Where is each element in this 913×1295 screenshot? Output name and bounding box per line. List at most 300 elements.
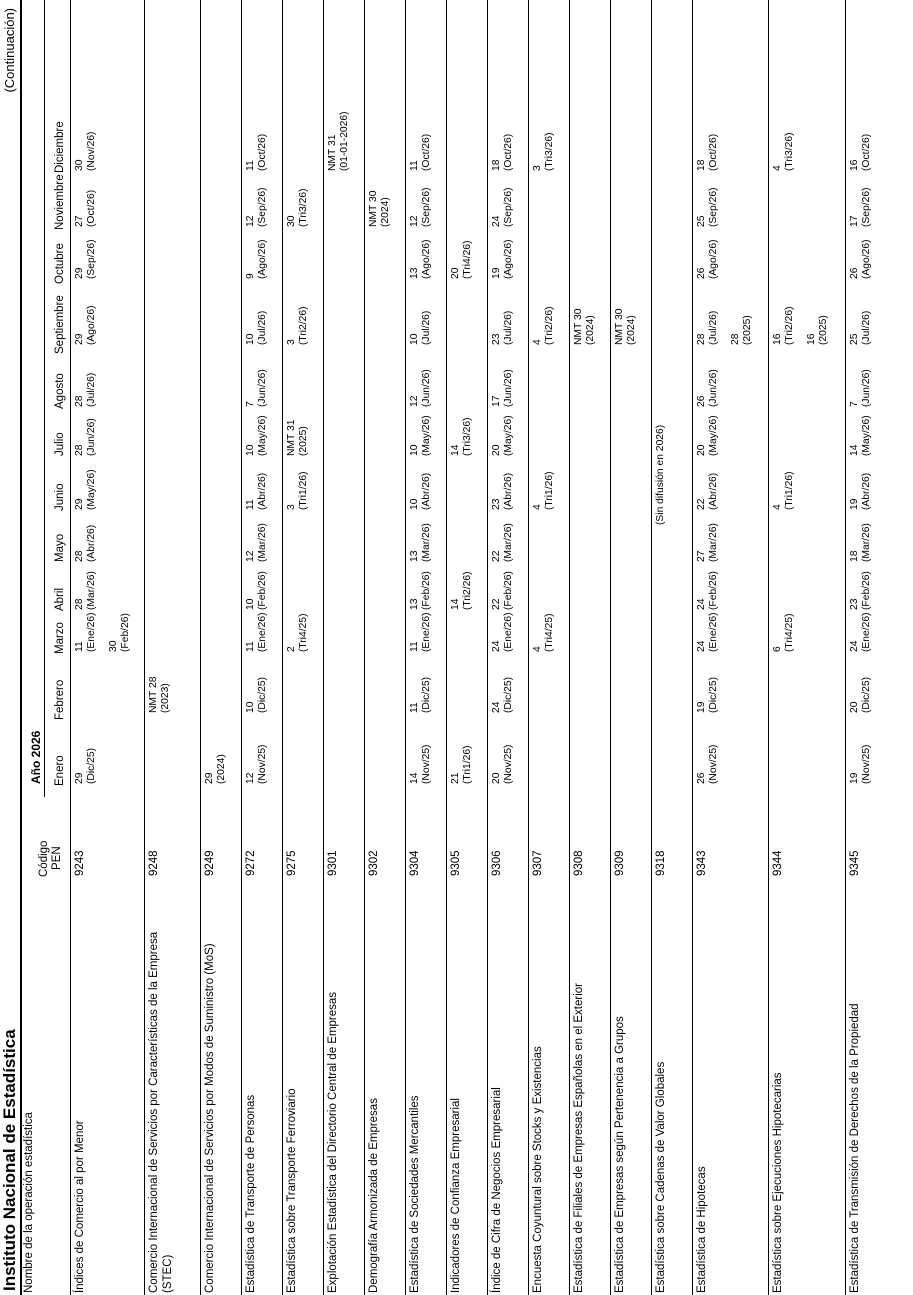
release-date: 4 xyxy=(532,339,543,345)
release-cell xyxy=(74,613,131,653)
operation-name: Índices de Comercio al por Menor xyxy=(74,1120,86,1293)
operation-code: 9343 xyxy=(696,850,708,876)
release-cell xyxy=(696,188,719,228)
release-cell xyxy=(409,523,432,562)
release-date: (Sep/26) xyxy=(860,187,872,227)
release-date: 10 xyxy=(409,444,420,456)
release-cell xyxy=(696,369,719,407)
release-cell xyxy=(286,306,309,345)
release-cell xyxy=(696,677,719,713)
release-date: (Jul/26) xyxy=(502,310,514,345)
release-date: (Tri4/25) xyxy=(543,613,555,652)
release-date: (Sep/26) xyxy=(420,187,432,227)
release-date: (Mar/26) xyxy=(860,523,872,562)
release-date: (Nov/25) xyxy=(420,744,432,784)
table-row xyxy=(769,0,846,1295)
release-date: 25 xyxy=(696,215,707,227)
release-cell xyxy=(286,613,309,652)
release-date: 19 xyxy=(849,498,860,510)
operation-name: Estadística sobre Cadenas de Valor Globales xyxy=(655,1061,667,1293)
release-date: (Dic/25) xyxy=(85,747,97,784)
operation-name: Encuesta Coyuntural sobre Stocks y Existencias xyxy=(532,1046,544,1293)
operation-code: 9275 xyxy=(286,850,298,876)
release-date: 12 xyxy=(245,772,256,784)
release-date: 19 xyxy=(696,701,707,713)
release-date: 7 xyxy=(245,401,256,407)
release-cell xyxy=(245,523,268,562)
release-date: (Dic/25) xyxy=(707,676,719,713)
release-date: (May/26) xyxy=(707,415,719,456)
operation-code: 9305 xyxy=(450,850,462,876)
release-date: (Jun/26) xyxy=(256,369,268,407)
release-date: 12 xyxy=(245,215,256,227)
organization-title: Instituto Nacional de Estadística xyxy=(0,1029,19,1291)
release-date: 29 xyxy=(204,772,215,784)
release-date: (May/26) xyxy=(256,415,268,456)
operation-code: 9308 xyxy=(573,850,585,876)
release-cell xyxy=(327,111,350,171)
release-cell xyxy=(849,677,872,713)
release-date: 11 xyxy=(245,641,256,652)
release-date: (2024) xyxy=(584,315,596,345)
release-cell xyxy=(245,240,268,280)
release-cell xyxy=(245,677,268,713)
release-date: 10 xyxy=(409,333,420,345)
release-cell xyxy=(696,473,719,510)
release-date: (Jul/26) xyxy=(420,310,432,345)
release-cell xyxy=(74,373,97,407)
release-cell xyxy=(696,613,719,653)
release-date: 20 xyxy=(491,772,502,784)
release-date: 30 xyxy=(108,640,119,652)
release-date: (2025) xyxy=(297,426,309,456)
release-date: 17 xyxy=(491,395,502,407)
release-cell xyxy=(409,745,432,784)
operation-code: 9249 xyxy=(204,850,216,876)
release-date: 14 xyxy=(450,444,461,456)
release-cell xyxy=(409,240,432,280)
release-date: 29 xyxy=(74,333,85,345)
release-date: 13 xyxy=(409,267,420,279)
month-header-0: Enero xyxy=(54,755,66,786)
release-date: (May/26) xyxy=(85,469,97,510)
table-row xyxy=(488,0,529,1295)
release-date: (Feb/26) xyxy=(119,613,131,652)
release-date: 10 xyxy=(245,333,256,345)
release-cell xyxy=(849,240,872,280)
release-date: 18 xyxy=(849,550,860,562)
release-date: 28 xyxy=(74,550,85,562)
release-cell xyxy=(849,523,872,562)
release-date: 18 xyxy=(491,159,502,171)
month-header-6: Julio xyxy=(54,432,66,456)
release-date: (Tri3/26) xyxy=(461,417,473,456)
release-cell xyxy=(409,677,432,713)
release-cell xyxy=(696,415,719,456)
operation-name: Estadística de Transmisión de Derechos de la Propiedad xyxy=(849,1003,861,1293)
release-date: NMT 30 xyxy=(614,308,625,345)
release-date: (Jul/26) xyxy=(707,310,719,345)
release-date: 11 xyxy=(409,160,420,171)
release-date: 30 xyxy=(74,159,85,171)
release-date: NMT 30 xyxy=(368,190,379,227)
release-cell xyxy=(74,132,97,171)
release-date: (Feb/26) xyxy=(256,571,268,610)
release-date: 23 xyxy=(849,598,860,610)
operation-name: Demografía Armonizada de Empresas xyxy=(368,1098,380,1293)
release-date: (Mar/26) xyxy=(420,523,432,562)
release-cell xyxy=(849,473,872,510)
release-cell xyxy=(245,311,268,345)
release-cell xyxy=(491,369,514,407)
release-cell xyxy=(245,745,268,784)
table-row xyxy=(201,0,242,1295)
release-date: 11 xyxy=(74,641,85,652)
release-date: (May/26) xyxy=(502,415,514,456)
release-date: (2024) xyxy=(379,197,391,227)
release-cell xyxy=(286,471,309,510)
release-date: 23 xyxy=(491,498,502,510)
release-cell xyxy=(245,188,268,228)
column-header-name: Nombre de la operación estadística xyxy=(23,1112,35,1293)
release-date: (Ago/26) xyxy=(707,239,719,279)
release-cell xyxy=(368,191,391,227)
release-date: (Tri2/26) xyxy=(461,571,473,610)
release-cell xyxy=(772,306,829,345)
release-date: (Abr/26) xyxy=(420,472,432,510)
release-date: 10 xyxy=(245,598,256,610)
release-date: (Tri1/26) xyxy=(783,471,795,510)
release-date: (Tri4/25) xyxy=(783,613,795,652)
release-cell xyxy=(450,571,473,610)
release-cell xyxy=(74,190,97,227)
release-date: 7 xyxy=(849,401,860,407)
release-date: 13 xyxy=(409,598,420,610)
release-date: (Mar/26) xyxy=(256,523,268,562)
release-date: 26 xyxy=(696,267,707,279)
release-cell xyxy=(491,613,514,653)
column-header-code-line2: PEN xyxy=(51,846,63,870)
operation-code: 9318 xyxy=(655,850,667,876)
release-cell xyxy=(532,613,555,652)
release-date: 11 xyxy=(245,160,256,171)
release-date: 14 xyxy=(450,598,461,610)
release-date: 22 xyxy=(696,498,707,510)
release-date: 26 xyxy=(696,772,707,784)
release-date: 27 xyxy=(74,215,85,227)
release-cell xyxy=(245,369,268,407)
release-date: (Sep/26) xyxy=(85,239,97,279)
release-cell xyxy=(409,473,432,510)
release-cell xyxy=(245,613,268,653)
release-date: (Oct/26) xyxy=(85,189,97,227)
release-date: 11 xyxy=(245,499,256,510)
operation-code: 9304 xyxy=(409,850,421,876)
release-date: (Ene/26) xyxy=(256,612,268,652)
release-cell xyxy=(204,754,227,784)
release-cell xyxy=(409,311,432,345)
release-date: 19 xyxy=(491,267,502,279)
release-date: (Tri2/26) xyxy=(783,306,795,345)
release-date: 24 xyxy=(491,215,502,227)
release-date: (Nov/25) xyxy=(860,744,872,784)
release-cell xyxy=(74,525,97,562)
release-cell xyxy=(74,240,97,280)
month-header-1: Febrero xyxy=(54,679,66,720)
release-cell xyxy=(849,415,872,456)
release-date: (Abr/26) xyxy=(85,524,97,562)
release-date: (Feb/26) xyxy=(707,571,719,610)
release-date: (Abr/26) xyxy=(502,472,514,510)
no-release-note: (Sin difusión en 2026) xyxy=(655,424,666,525)
release-date: 13 xyxy=(409,550,420,562)
release-date: 10 xyxy=(245,701,256,713)
release-date: (Nov/25) xyxy=(707,744,719,784)
release-date: 24 xyxy=(849,640,860,652)
table-row xyxy=(365,0,406,1295)
release-cell xyxy=(573,309,596,345)
release-date: (Tri3/26) xyxy=(783,132,795,171)
release-date: (Oct/26) xyxy=(256,133,268,171)
release-date: 22 xyxy=(491,598,502,610)
release-date: 12 xyxy=(245,550,256,562)
cell-gap xyxy=(795,306,806,345)
release-date: (Tri4/26) xyxy=(461,240,473,279)
month-header-3: Abril xyxy=(54,587,66,611)
release-date: (Tri3/26) xyxy=(543,132,555,171)
release-date: (Jul/26) xyxy=(256,310,268,345)
release-date: 24 xyxy=(491,701,502,713)
release-date: (Jun/26) xyxy=(420,369,432,407)
release-date: 28 xyxy=(730,333,741,345)
operation-name: Estadística de Transporte de Personas xyxy=(245,1094,257,1293)
table-row xyxy=(529,0,570,1295)
release-date: 28 xyxy=(696,333,707,345)
month-header-7: Agosto xyxy=(54,373,66,409)
release-date: 24 xyxy=(491,640,502,652)
release-date: 9 xyxy=(245,273,256,279)
release-date: 24 xyxy=(696,598,707,610)
release-date: (Ene/26) xyxy=(860,612,872,652)
release-date: (Oct/26) xyxy=(860,133,872,171)
release-date: (Abr/26) xyxy=(707,472,719,510)
release-cell xyxy=(849,369,872,407)
release-date: 30 xyxy=(286,215,297,227)
release-date: (Ene/26) xyxy=(85,612,97,652)
release-date: 20 xyxy=(450,267,461,279)
operation-name: Comercio Internacional de Servicios por Características de la Empresa (STEC) xyxy=(148,931,174,1293)
release-cell xyxy=(74,418,97,456)
release-cell xyxy=(849,571,872,610)
month-header-10: Noviembre xyxy=(54,174,66,230)
month-header-9: Octubre xyxy=(54,243,66,284)
operation-name: Estadística sobre Transporte Ferroviario xyxy=(286,1088,298,1293)
release-date: 16 xyxy=(772,333,783,345)
release-cell xyxy=(696,240,719,280)
release-date: 20 xyxy=(696,444,707,456)
release-date: 2 xyxy=(286,646,297,652)
release-cell xyxy=(772,471,795,510)
release-cell xyxy=(245,571,268,610)
cell-gap xyxy=(719,311,730,345)
release-date: (Tri2/26) xyxy=(297,306,309,345)
release-date: 14 xyxy=(409,772,420,784)
release-date: (Tri2/26) xyxy=(543,306,555,345)
table-row xyxy=(242,0,283,1295)
release-cell xyxy=(491,311,514,345)
table-row xyxy=(283,0,324,1295)
release-date: 16 xyxy=(849,159,860,171)
release-date: 3 xyxy=(286,339,297,345)
release-date: (Feb/26) xyxy=(502,571,514,610)
year-label: Año 2026 xyxy=(29,730,43,784)
table-row xyxy=(324,0,365,1295)
release-date: (Nov/25) xyxy=(256,744,268,784)
operation-code: 9344 xyxy=(772,850,784,876)
release-cell xyxy=(450,745,473,784)
release-cell xyxy=(491,745,514,784)
release-date: 26 xyxy=(696,395,707,407)
release-cell xyxy=(491,240,514,280)
month-header-2: Marzo xyxy=(54,622,66,654)
release-date: (Ago/26) xyxy=(502,239,514,279)
table-row xyxy=(846,0,913,1295)
release-date: (Tri3/26) xyxy=(297,188,309,227)
release-date: 29 xyxy=(74,498,85,510)
release-date: (Nov/25) xyxy=(502,744,514,784)
release-date: 22 xyxy=(491,550,502,562)
release-date: (Abr/26) xyxy=(860,472,872,510)
release-cell xyxy=(532,471,555,510)
release-date: (Tri4/25) xyxy=(297,613,309,652)
operation-code: 9302 xyxy=(368,850,380,876)
release-cell xyxy=(286,420,309,456)
release-date: (Tri1/26) xyxy=(543,471,555,510)
release-date: 4 xyxy=(772,165,783,171)
operation-name: Estadística de Sociedades Mercantiles xyxy=(409,1095,421,1293)
release-cell xyxy=(409,613,432,653)
release-date: 14 xyxy=(849,444,860,456)
release-date: 26 xyxy=(849,267,860,279)
release-date: 11 xyxy=(409,702,420,713)
release-cell xyxy=(491,523,514,562)
operation-code: 9243 xyxy=(74,850,86,876)
release-date: (Dic/25) xyxy=(860,676,872,713)
release-cell xyxy=(696,745,719,784)
release-cell xyxy=(532,306,555,345)
release-cell xyxy=(148,677,171,713)
release-date: (Sep/26) xyxy=(256,187,268,227)
operation-code: 9301 xyxy=(327,850,339,876)
table-row xyxy=(570,0,611,1295)
release-cell xyxy=(849,745,872,784)
release-cell xyxy=(849,613,872,653)
release-date: NMT 31 xyxy=(327,134,338,171)
operation-code: 9248 xyxy=(148,850,160,876)
release-date: (Dic/25) xyxy=(420,676,432,713)
release-date: 24 xyxy=(696,640,707,652)
release-cell xyxy=(849,188,872,228)
operation-code: 9306 xyxy=(491,850,503,876)
release-date: (2023) xyxy=(159,683,171,713)
release-date: 4 xyxy=(772,504,783,510)
release-date: (Ago/26) xyxy=(860,239,872,279)
release-date: 20 xyxy=(491,444,502,456)
operation-name: Explotación Estadística del Directorio Central de Empresas xyxy=(327,991,339,1293)
operation-name: Estadística de Hipotecas xyxy=(696,1166,708,1293)
release-date: 11 xyxy=(409,641,420,652)
release-date: 16 xyxy=(806,333,817,345)
release-date: 23 xyxy=(491,333,502,345)
release-date: (Jun/26) xyxy=(860,369,872,407)
release-cell xyxy=(409,415,432,456)
year-rule xyxy=(44,0,45,797)
release-cell xyxy=(849,311,872,345)
release-cell xyxy=(491,571,514,610)
release-date: 25 xyxy=(849,333,860,345)
operation-name: Indicadores de Confianza Empresarial xyxy=(450,1098,462,1293)
release-cell xyxy=(409,134,432,171)
release-date: (Ago/26) xyxy=(256,239,268,279)
release-cell xyxy=(74,306,97,346)
release-date: 29 xyxy=(74,772,85,784)
release-date: (Abr/26) xyxy=(256,472,268,510)
operation-name: Comercio Internacional de Servicios por Modos de Suministro (MoS) xyxy=(204,943,216,1293)
release-cell xyxy=(696,571,719,610)
release-date: 27 xyxy=(696,550,707,562)
release-date: (Mar/26) xyxy=(502,523,514,562)
release-date: (Sep/26) xyxy=(707,187,719,227)
release-cell xyxy=(409,369,432,407)
release-date: 18 xyxy=(696,159,707,171)
release-date: (Dic/25) xyxy=(256,676,268,713)
release-cell xyxy=(772,132,795,171)
release-date: (Jun/26) xyxy=(502,369,514,407)
release-date: (Mar/26) xyxy=(85,571,97,610)
release-date: NMT 31 xyxy=(286,419,297,456)
release-date: (May/26) xyxy=(860,415,872,456)
release-date: 3 xyxy=(532,165,543,171)
release-date: (Mar/26) xyxy=(707,523,719,562)
release-cell xyxy=(491,134,514,171)
release-date: (2024) xyxy=(215,754,227,784)
release-cell xyxy=(491,473,514,510)
release-date: (Ene/26) xyxy=(420,612,432,652)
operation-code: 9272 xyxy=(245,850,257,876)
table-row xyxy=(693,0,769,1295)
release-cell xyxy=(696,134,719,171)
table-row xyxy=(447,0,488,1295)
release-cell xyxy=(491,188,514,228)
release-date: (May/26) xyxy=(420,415,432,456)
release-date: (Oct/26) xyxy=(502,133,514,171)
release-date: 6 xyxy=(772,646,783,652)
release-date: (Tri1/26) xyxy=(461,745,473,784)
release-date: NMT 28 xyxy=(148,676,159,713)
release-date: 21 xyxy=(450,772,461,784)
release-cell xyxy=(849,134,872,171)
release-date: (Nov/26) xyxy=(85,131,97,171)
release-date: (Jun/26) xyxy=(707,369,719,407)
release-date: (Jun/26) xyxy=(85,418,97,456)
release-date: (Tri1/26) xyxy=(297,471,309,510)
release-date: (Oct/26) xyxy=(420,133,432,171)
release-date: (Feb/26) xyxy=(420,571,432,610)
release-cell xyxy=(409,571,432,610)
release-date: (Ago/26) xyxy=(85,305,97,345)
release-date: (Oct/26) xyxy=(707,133,719,171)
release-date: (Dic/25) xyxy=(502,676,514,713)
